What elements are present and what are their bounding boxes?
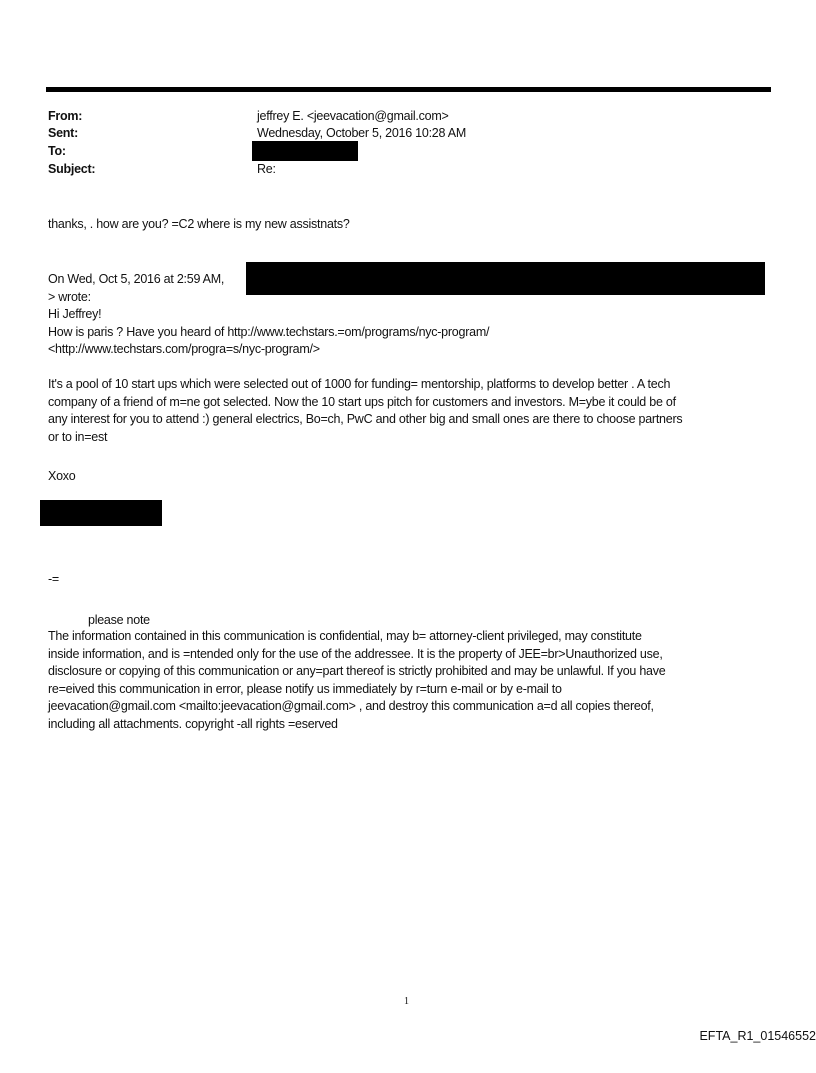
separator: -= bbox=[48, 572, 59, 586]
to-label: To: bbox=[48, 144, 66, 158]
message-line-1: How is paris ? Have you heard of http://www.techstars.=om/programs/nyc-program/ bbox=[48, 325, 490, 339]
subject-value: Re: bbox=[257, 162, 276, 176]
message-paragraph bbox=[48, 376, 778, 446]
sent-value: Wednesday, October 5, 2016 10:28 AM bbox=[257, 126, 466, 140]
disclaimer bbox=[48, 628, 778, 733]
sent-label: Sent: bbox=[48, 126, 78, 140]
quote-wrote: > wrote: bbox=[48, 290, 91, 304]
signature-redaction bbox=[40, 500, 162, 526]
paragraph-line: any interest for you to attend :) general electrics, Bo=ch, PwC and other big and small ones are there to choose partners bbox=[48, 412, 683, 426]
disclaimer-line: jeevacation@gmail.com <mailto:jeevacation@gmail.com> , and destroy this communication a=d all copies thereof, bbox=[48, 699, 654, 713]
from-label: From: bbox=[48, 109, 83, 123]
quote-intro: On Wed, Oct 5, 2016 at 2:59 AM, bbox=[48, 272, 225, 286]
paragraph-line: It's a pool of 10 start ups which were selected out of 1000 for funding= mentorship, platforms to develop better . A tech bbox=[48, 377, 671, 391]
disclaimer-line: inside information, and is =ntended only for the use of the addressee. It is the property of JEE=br>Unauthorized use, bbox=[48, 646, 663, 661]
header-rule bbox=[46, 87, 771, 92]
reply-text: thanks, . how are you? =C2 where is my new assistnats? bbox=[48, 217, 350, 231]
to-redaction bbox=[252, 141, 358, 161]
disclaimer-line: disclosure or copying of this communication or any=part thereof is strictly prohibited and may be unlawful. If you have bbox=[48, 664, 666, 678]
message-line-2: <http://www.techstars.com/progra=s/nyc-program/> bbox=[48, 342, 320, 356]
disclaimer-line: including all attachments. copyright -all rights =eserved bbox=[48, 716, 338, 731]
from-value: jeffrey E. <jeevacation@gmail.com> bbox=[257, 109, 449, 123]
paragraph-line: company of a friend of m=ne got selected. Now the 10 start ups pitch for customers and investors. M=ybe it could be of bbox=[48, 394, 676, 409]
disclaimer-line: The information contained in this communication is confidential, may b= attorney-client privileged, may constitute bbox=[48, 629, 642, 643]
sender-redaction bbox=[246, 262, 765, 295]
document-id: EFTA_R1_01546552 bbox=[699, 1029, 816, 1043]
paragraph-line: or to in=est bbox=[48, 429, 108, 444]
subject-label: Subject: bbox=[48, 162, 96, 176]
greeting: Hi Jeffrey! bbox=[48, 307, 102, 321]
disclaimer-line: re=eived this communication in error, please notify us immediately by r=turn e-mail or by e-mail to bbox=[48, 681, 562, 696]
signoff: Xoxo bbox=[48, 469, 76, 483]
page-number: 1 bbox=[404, 996, 409, 1007]
note-title: please note bbox=[88, 613, 150, 627]
